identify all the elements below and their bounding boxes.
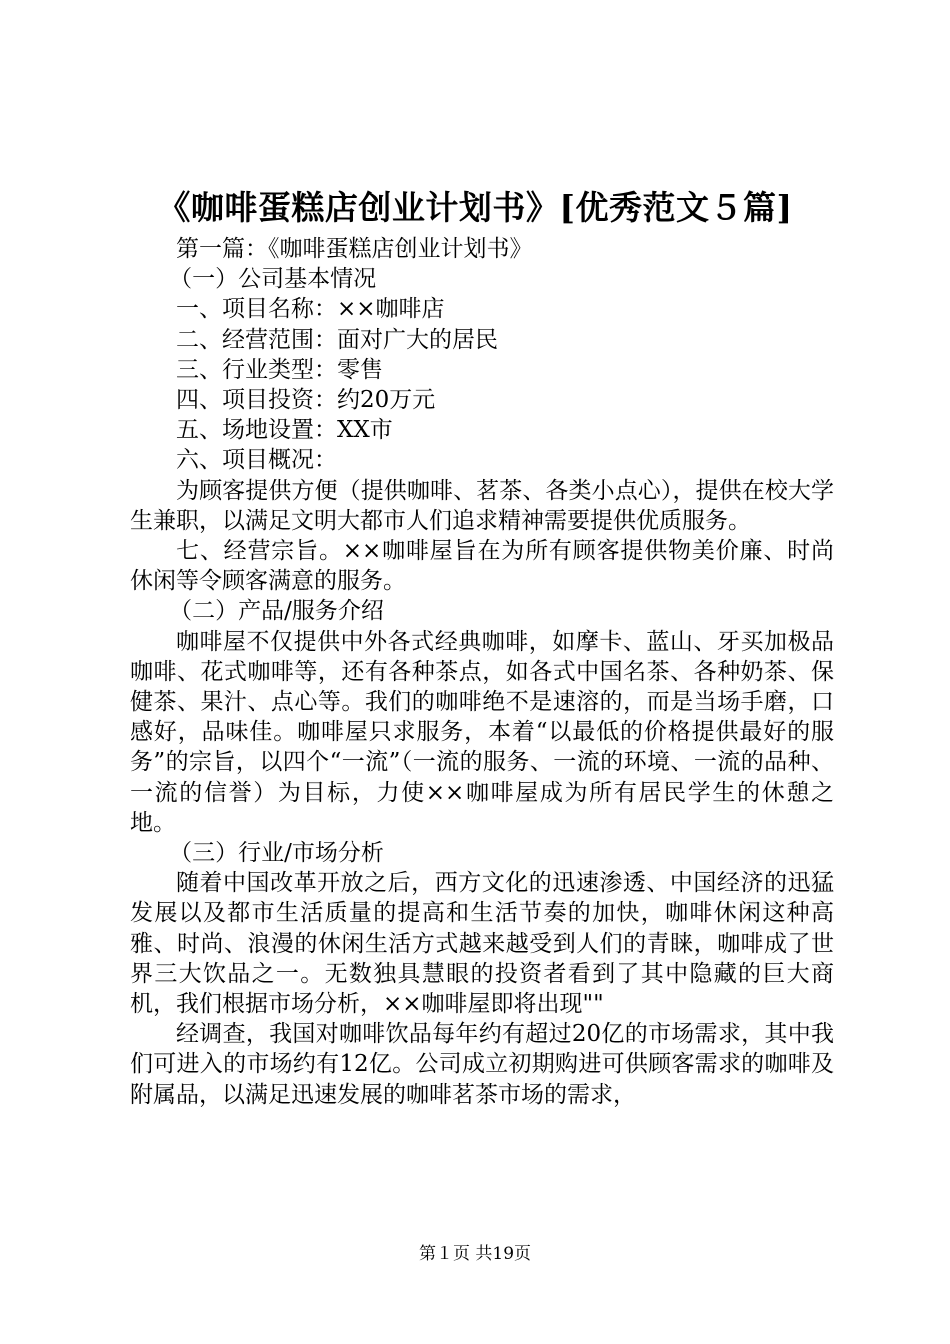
subsection-heading: （三）行业/市场分析 [169, 840, 384, 867]
document-title: 《咖啡蛋糕店创业计划书》[优秀范文５篇] [157, 188, 793, 227]
paragraph-overview: 为顾客提供方便（提供咖啡、茗茶、各类小点心），提供在校大学生兼职，以满足文明大都市人们追求精神需要提供优质服务。 [130, 477, 834, 534]
paragraph-market: 随着中国改革开放之后，西方文化的迅速渗透、中国经济的迅猛发展以及都市生活质量的提高和生活节奏的加快，咖啡休闲这种高雅、时尚、浪漫的休闲生活方式越来越受到人们的青睐，咖啡成了世界三大饮品之一。无数独具慧眼的投资者看到了其中隐藏的巨大商机，我们根据市场分析，××咖啡屋即将出现"" [130, 870, 834, 1018]
info-line-industry: 三、行业类型：零售 [176, 356, 383, 383]
paragraph-products: 咖啡屋不仅提供中外各式经典咖啡，如摩卡、蓝山、牙买加极品咖啡、花式咖啡等，还有各种茶点，如各式中国名茶、各种奶茶、保健茶、果汁、点心等。我们的咖啡绝不是速溶的，而是当场手磨，口感好，品味佳。咖啡屋只求服务，本着“以最低的价格提供最好的服务”的宗旨，以四个“一流”（一流的服务、一流的环境、一流的品种、一流的信誉）为目标，力使××咖啡屋成为所有居民学生的休憩之地。 [130, 628, 834, 836]
section-heading: 第一篇：《咖啡蛋糕店创业计划书》 [176, 236, 533, 262]
document-body [130, 234, 834, 1110]
subsection-heading: （一）公司基本情况 [169, 266, 377, 293]
info-line-investment: 四、项目投资：约20万元 [176, 387, 436, 414]
paragraph-survey: 经调查，我国对咖啡饮品每年约有超过20亿的市场需求，其中我们可进入的市场约有12亿。公司成立初期购进可供顾客需求的咖啡及附属品，以满足迅速发展的咖啡茗茶市场的需求， [130, 1021, 834, 1108]
paragraph-purpose: 七、经营宗旨。××咖啡屋旨在为所有顾客提供物美价廉、时尚休闲等令顾客满意的服务。 [130, 538, 834, 595]
info-line-scope: 二、经营范围：面对广大的居民 [176, 326, 498, 353]
info-line-overview: 六、项目概况： [176, 447, 337, 474]
info-line-project-name: 一、项目名称：××咖啡店 [176, 296, 445, 323]
info-line-location: 五、场地设置：XX市 [176, 417, 393, 444]
page-number: 第１页 共19页 [418, 1244, 532, 1264]
subsection-heading: （二）产品/服务介绍 [169, 598, 384, 625]
